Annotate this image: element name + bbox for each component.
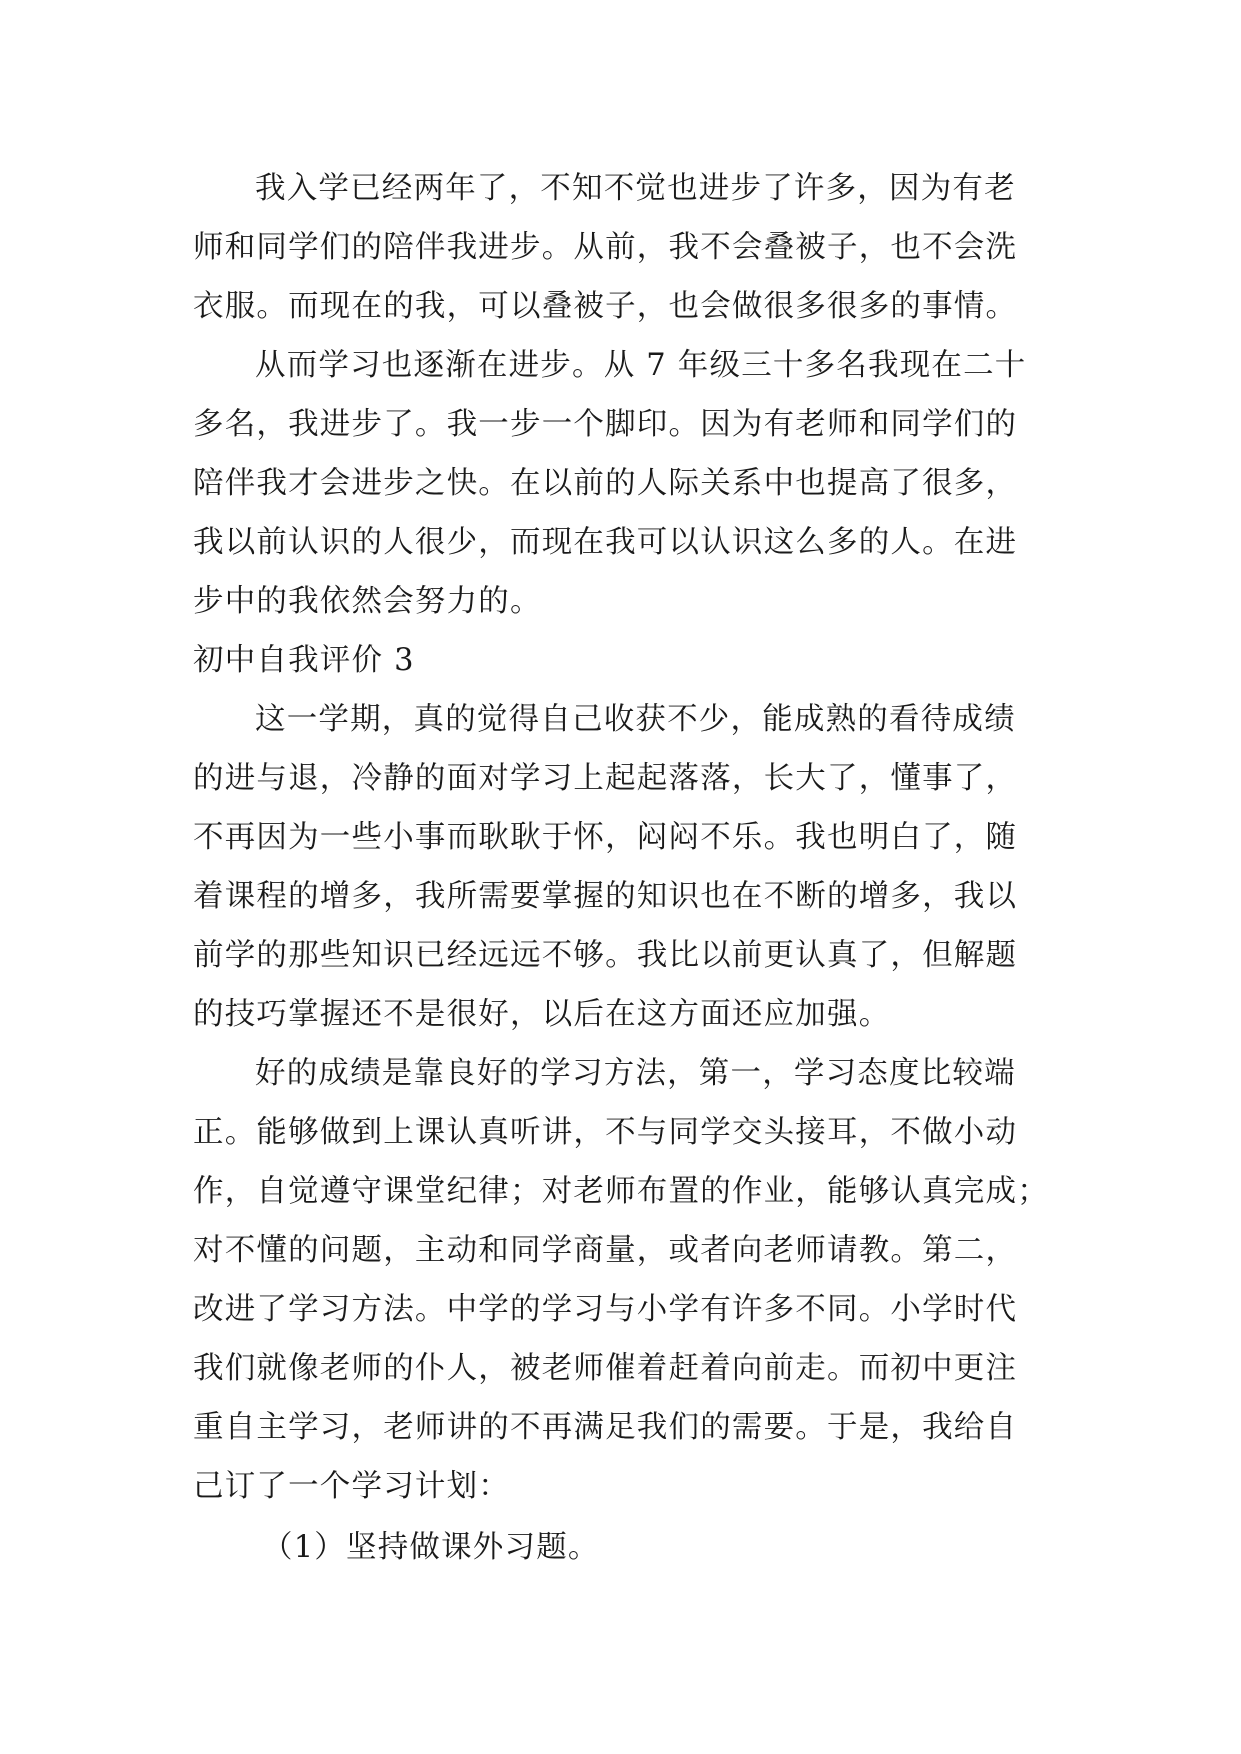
paragraph-line: 改进了学习方法。中学的学习与小学有许多不同。小学时代 — [193, 1292, 1018, 1327]
paragraph-line: 前学的那些知识已经远远不够。我比以前更认真了，但解题 — [193, 938, 1018, 973]
paragraph-line: 对不懂的问题，主动和同学商量，或者向老师请教。第二， — [193, 1233, 1018, 1268]
paragraph-line: 步中的我依然会努力的。 — [193, 584, 542, 619]
paragraph-line: 我入学已经两年了，不知不觉也进步了许多，因为有老 — [255, 171, 1016, 206]
paragraph-line: 己订了一个学习计划： — [193, 1469, 510, 1504]
paragraph-line: 正。能够做到上课认真听讲，不与同学交头接耳，不做小动 — [193, 1115, 1018, 1150]
paragraph-line: 作，自觉遵守课堂纪律；对老师布置的作业，能够认真完成； — [193, 1174, 1049, 1209]
paragraph-line: 我们就像老师的仆人，被老师催着赶着向前走。而初中更注 — [193, 1351, 1018, 1386]
paragraph-line: 陪伴我才会进步之快。在以前的人际关系中也提高了很多， — [193, 466, 1018, 501]
list-item: （1）坚持做课外习题。 — [262, 1530, 600, 1565]
section-heading: 初中自我评价 3 — [193, 643, 415, 678]
paragraph-line: 衣服。而现在的我，可以叠被子，也会做很多很多的事情。 — [193, 289, 1018, 324]
paragraph-line: 好的成绩是靠良好的学习方法，第一，学习态度比较端 — [255, 1056, 1016, 1091]
paragraph-line: 的进与退，冷静的面对学习上起起落落，长大了，懂事了， — [193, 761, 1018, 796]
paragraph-line: 我以前认识的人很少，而现在我可以认识这么多的人。在进 — [193, 525, 1018, 560]
paragraph-line: 的技巧掌握还不是很好，以后在这方面还应加强。 — [193, 997, 891, 1032]
paragraph-line: 从而学习也逐渐在进步。从 7 年级三十多名我现在二十 — [255, 348, 1027, 383]
paragraph-line: 师和同学们的陪伴我进步。从前，我不会叠被子，也不会洗 — [193, 230, 1018, 265]
paragraph-line: 多名，我进步了。我一步一个脚印。因为有老师和同学们的 — [193, 407, 1018, 442]
paragraph-line: 着课程的增多，我所需要掌握的知识也在不断的增多，我以 — [193, 879, 1018, 914]
paragraph-line: 不再因为一些小事而耿耿于怀，闷闷不乐。我也明白了，随 — [193, 820, 1018, 855]
paragraph-line: 这一学期，真的觉得自己收获不少，能成熟的看待成绩 — [255, 702, 1016, 737]
paragraph-line: 重自主学习，老师讲的不再满足我们的需要。于是，我给自 — [193, 1410, 1018, 1445]
